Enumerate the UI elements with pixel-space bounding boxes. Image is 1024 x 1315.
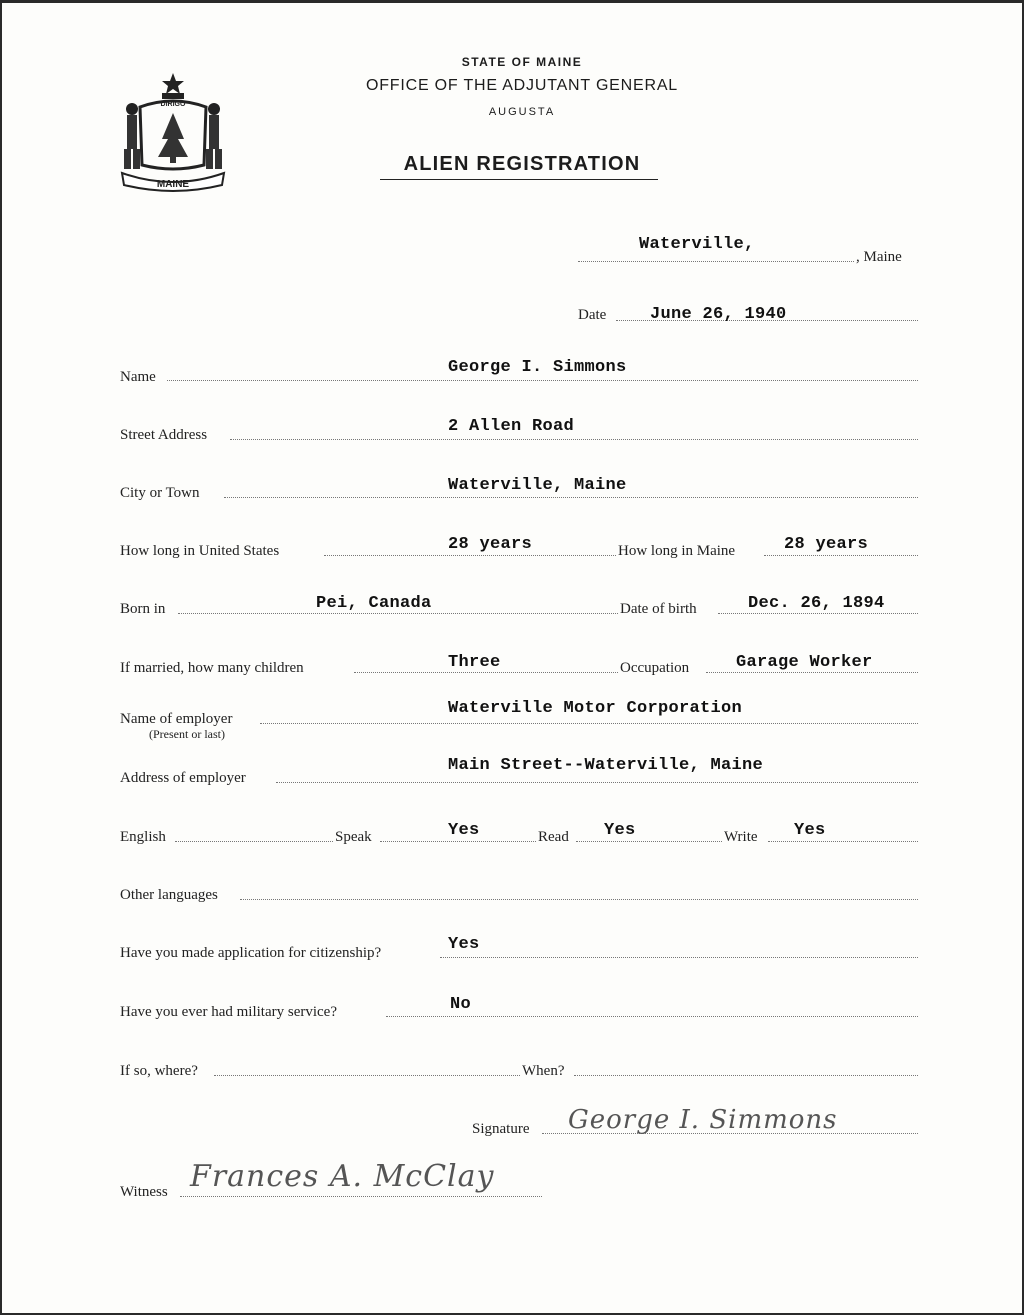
maine-duration-dots xyxy=(764,555,918,556)
employer-value: Waterville Motor Corporation xyxy=(448,699,743,718)
header-office: OFFICE OF THE ADJUTANT GENERAL xyxy=(365,77,679,94)
street-dots xyxy=(230,439,918,440)
svg-text:DIRIGO: DIRIGO xyxy=(160,101,186,108)
name-value: George I. Simmons xyxy=(448,358,627,377)
dob-label: Date of birth xyxy=(620,601,697,617)
city-dots xyxy=(224,497,918,498)
occupation-label: Occupation xyxy=(620,660,690,676)
date-value: June 26, 1940 xyxy=(650,305,787,324)
citizenship-dots xyxy=(440,957,918,958)
us-duration-value: 28 years xyxy=(448,535,533,554)
form-title: ALIEN REGISTRATION xyxy=(403,153,641,175)
maine-duration-label: How long in Maine xyxy=(618,543,736,559)
dob-value: Dec. 26, 1894 xyxy=(748,594,885,613)
witness-signature: Frances A. McClay xyxy=(190,1159,495,1194)
born-in-dots xyxy=(178,613,618,614)
name-label: Name xyxy=(120,369,156,385)
employer-dots xyxy=(260,723,918,724)
name-dots xyxy=(167,380,918,381)
born-in-label: Born in xyxy=(120,601,166,617)
other-languages-dots xyxy=(240,899,918,900)
citizenship-label: Have you made application for citizenship? xyxy=(120,945,382,961)
read-label: Read xyxy=(538,829,569,845)
speak-label: Speak xyxy=(335,829,372,845)
employer-address-dots xyxy=(276,782,918,783)
where-dots xyxy=(214,1075,520,1076)
where-label: If so, where? xyxy=(120,1063,198,1079)
signature-label: Signature xyxy=(472,1121,530,1137)
read-dots xyxy=(576,841,722,842)
street-label: Street Address xyxy=(120,427,208,443)
write-label: Write xyxy=(724,829,758,845)
english-label: English xyxy=(120,829,166,845)
when-dots xyxy=(574,1075,918,1076)
header-state: STATE OF MAINE xyxy=(461,55,583,69)
children-dots xyxy=(354,672,618,673)
employer-address-value: Main Street--Waterville, Maine xyxy=(448,756,764,775)
witness-label: Witness xyxy=(120,1184,168,1200)
occupation-dots xyxy=(706,672,918,673)
dob-dots xyxy=(718,613,918,614)
military-value: No xyxy=(450,995,472,1014)
employer-label: Name of employer xyxy=(120,711,233,727)
employer-address-label: Address of employer xyxy=(120,770,246,786)
occupation-value: Garage Worker xyxy=(736,653,873,672)
city-value: Waterville, Maine xyxy=(448,476,627,495)
speak-value: Yes xyxy=(448,821,480,840)
svg-text:MAINE: MAINE xyxy=(156,179,190,190)
us-duration-label: How long in United States xyxy=(120,543,280,559)
location-dots xyxy=(578,261,854,262)
employer-sublabel: (Present or last) xyxy=(149,727,225,741)
children-value: Three xyxy=(448,653,501,672)
write-dots xyxy=(768,841,918,842)
english-dots xyxy=(175,841,333,842)
header-city: AUGUSTA xyxy=(488,106,556,118)
title-underline xyxy=(380,179,658,180)
write-value: Yes xyxy=(794,821,826,840)
military-dots xyxy=(386,1016,918,1017)
maine-duration-value: 28 years xyxy=(784,535,869,554)
date-label: Date xyxy=(578,307,607,323)
read-value: Yes xyxy=(604,821,636,840)
citizenship-value: Yes xyxy=(448,935,480,954)
other-languages-label: Other languages xyxy=(120,887,218,903)
city-label: City or Town xyxy=(120,485,200,501)
military-label: Have you ever had military service? xyxy=(120,1004,337,1020)
location-value: Waterville, xyxy=(639,235,755,254)
location-suffix: , Maine xyxy=(856,249,902,265)
us-duration-dots xyxy=(324,555,616,556)
children-label: If married, how many children xyxy=(120,660,304,676)
signature-value: George I. Simmons xyxy=(568,1105,838,1135)
born-in-value: Pei, Canada xyxy=(316,594,432,613)
street-value: 2 Allen Road xyxy=(448,417,575,436)
when-label: When? xyxy=(522,1063,565,1079)
speak-dots xyxy=(380,841,536,842)
witness-dots xyxy=(180,1196,542,1197)
